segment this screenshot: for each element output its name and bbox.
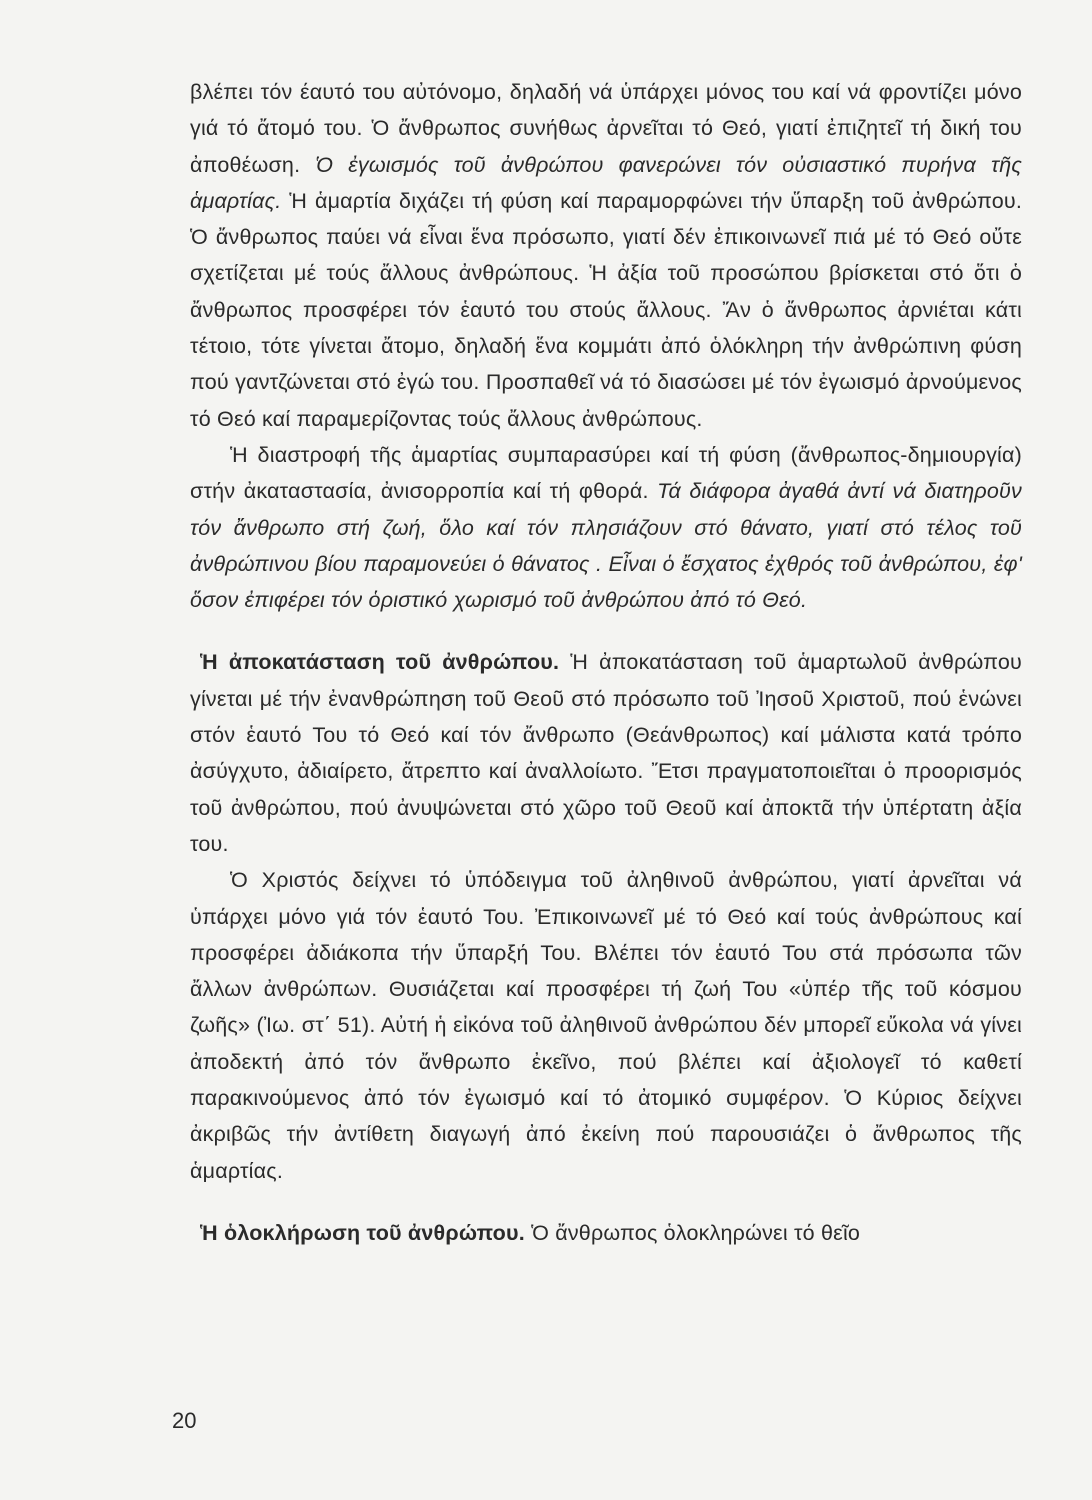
body-text bbox=[190, 74, 1022, 1251]
section-heading-restoration: Ἡ ἀποκατάσταση τοῦ ἀνθρώπου. bbox=[200, 650, 560, 675]
paragraph-ego-and-sin bbox=[190, 74, 1022, 437]
paragraph-restoration bbox=[190, 644, 1022, 862]
italic-emphasis: Ὁ ἐγωισμός τοῦ ἀνθρώπου φανερώνει τόν οὐσιαστικό πυρήνα τῆς ἁμαρτίας. bbox=[190, 152, 1022, 213]
paragraph-completion bbox=[190, 1215, 1022, 1251]
text-span: Ἡ ἁμαρτία διχάζει τή φύση καί παραμορφώνει τήν ὕπαρξη τοῦ ἀνθρώπου. Ὁ ἄνθρωπος παύει νά εἶναι ἕνα πρόσωπο, γιατί δέν ἐπικοινωνεῖ πιά μέ τό Θεό οὔτε σχετίζεται μέ τούς ἄλλους ἀνθρώπους. Ἡ ἀξία τοῦ προσώπου βρίσκεται στό ὅτι ὁ ἄνθρωπος προσφέρει τόν ἑαυτό του στούς ἄλλους. Ἄν ὁ ἄνθρωπος ἀρνιέται κάτι τέτοιο, τότε γίνεται ἄτομο, δηλαδή ἕνα κομμάτι ἀπό ὁλόκληρη τήν ἀνθρώπινη φύση πού γαντζώνεται στό ἐγώ του. Προσπαθεῖ νά τό διασώσει μέ τόν ἐγωισμό ἀρνούμενος τό Θεό καί παραμερίζοντας τούς ἄλλους ἀνθρώπους. bbox=[190, 188, 1022, 431]
page-number: 20 bbox=[172, 1408, 197, 1433]
paragraph-christ-example bbox=[190, 862, 1022, 1189]
text-span: Ἡ διαστροφή τῆς ἁμαρτίας συμπαρασύρει καί τή φύση (ἄνθρωπος-δημιουργία) στήν ἀκαταστασία, ἀνισορροπία καί τή φθορά. bbox=[190, 442, 1022, 504]
text-span: Ἡ ἀποκατάσταση τοῦ ἁμαρτωλοῦ ἀνθρώπου γίνεται μέ τήν ἐνανθρώπηση τοῦ Θεοῦ στό πρόσωπο τοῦ Ἰησοῦ Χριστοῦ, πού ἑνώνει στόν ἑαυτό Του τό Θεό καί τόν ἄνθρωπο (Θεάνθρωπος) καί μάλιστα κατά τρόπο ἀσύγχυτο, ἀδιαίρετο, ἄτρεπτο καί ἀναλλοίωτο. Ἔτσι πραγματοποιεῖται ὁ προορισμός τοῦ ἀνθρώπου, πού ἀνυψώνεται στό χῶρο τοῦ Θεοῦ καί ἀποκτᾶ τήν ὑπέρτατη ἀξία του. bbox=[190, 650, 1022, 856]
italic-emphasis: Τά διάφορα ἀγαθά ἀντί νά διατηροῦν τόν ἄνθρωπο στή ζωή, ὅλο καί τόν πλησιάζουν στό θάνατο, γιατί στό τέλος τοῦ ἀνθρώπινου βίου παραμονεύει ὁ θάνατος . Εἶναι ὁ ἔσχατος ἐχθρός τοῦ ἀνθρώπου, ἐφ' ὅσον ἐπιφέρει τόν ὁριστικό χωρισμό τοῦ ἀνθρώπου ἀπό τό Θεό. bbox=[190, 479, 1022, 613]
text-span: Ὁ Χριστός δείχνει τό ὑπόδειγμα τοῦ ἀληθινοῦ ἀνθρώπου, γιατί ἀρνεῖται νά ὑπάρχει μόνο γιά τόν ἑαυτό Του. Ἐπικοινωνεῖ μέ τό Θεό καί τούς ἀνθρώπους καί προσφέρει ἀδιάκοπα τήν ὕπαρξή Του. Βλέπει τόν ἑαυτό Του στά πρόσωπα τῶν ἄλλων ἀνθρώπων. Θυσιάζεται καί προσφέρει τή ζωή Του «ὑπέρ τῆς τοῦ κόσμου ζωῆς» (Ἰω. στ΄ 51). Αὐτή ἡ εἰκόνα τοῦ ἀληθινοῦ ἀνθρώπου δέν μπορεῖ εὔκολα νά γίνει ἀποδεκτή ἀπό τόν ἄνθρωπο ἐκεῖνο, πού βλέπει καί ἀξιολογεῖ τό καθετί παρακινούμενος ἀπό τόν ἐγωισμό καί τό ἀτομικό συμφέρον. Ὁ Κύριος δείχνει ἀκριβῶς τήν ἀντίθετη διαγωγή ἀπό ἐκείνη πού παρουσιάζει ὁ ἄνθρωπος τῆς ἁμαρτίας. bbox=[190, 868, 1022, 1183]
paragraph-distortion-of-nature bbox=[190, 437, 1022, 618]
text-span: Ὁ ἄνθρωπος ὁλοκληρώνει τό θεῖο bbox=[524, 1220, 861, 1245]
section-heading-completion: Ἡ ὁλοκλήρωση τοῦ ἀνθρώπου. bbox=[200, 1220, 525, 1245]
text-span: βλέπει τόν έαυτό του αὐτόνομο, δηλαδή νά ὑπάρχει μόνος του καί νά φροντίζει μόνο γιά τό ἄτομό του. Ὁ ἄνθρωπος συνήθως ἀρνεῖται τό Θεό, γιατί ἐπιζητεῖ τή δική του ἀποθέωση. bbox=[190, 80, 1022, 177]
